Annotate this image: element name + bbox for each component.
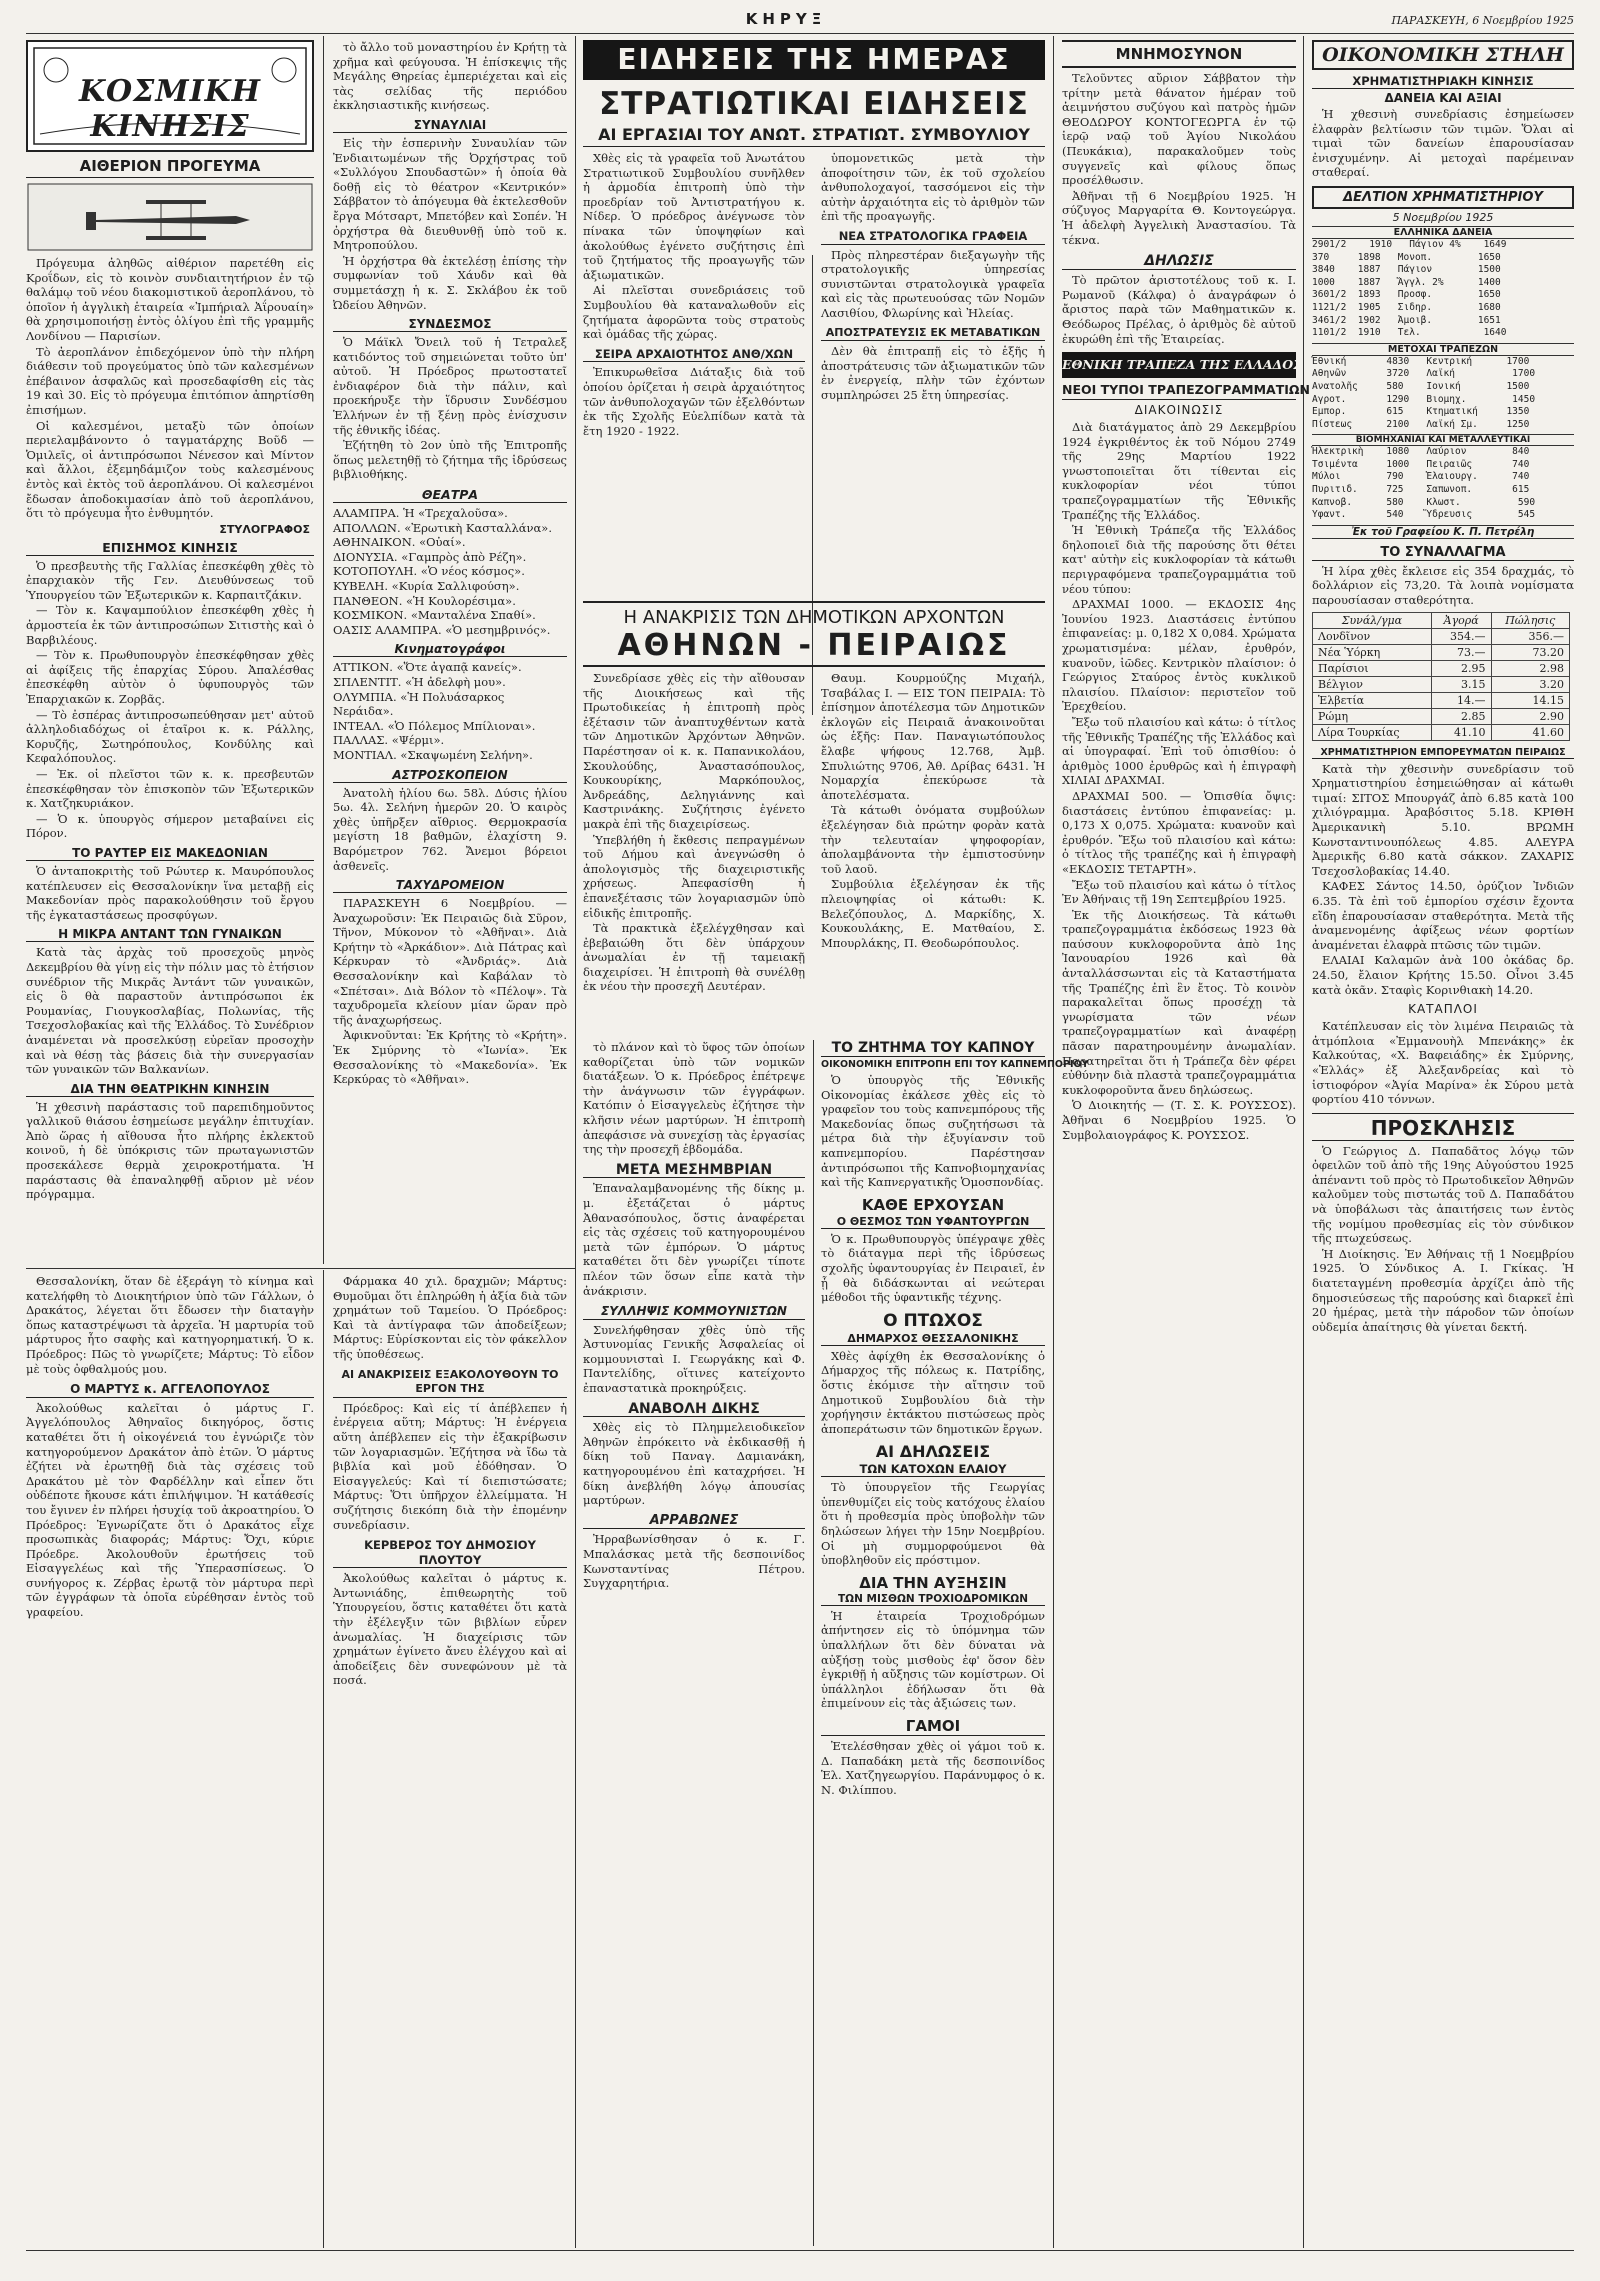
cinema-listings: ΑΤΤΙΚΟΝ. «Ὅτε ἀγαπᾷ κανείς». ΣΠΛΕΝΤΙΤ. «Ἡ ἀδελφὴ μου». ΟΛΥΜΠΙΑ. «Ἡ Πολυάσαρκος Νεράιδα». ΙΝΤΕΑΛ. «Ὁ Πόλεμος Μπίλιοναι». ΠΑΛΛΑΣ. «Ψέρμι». ΜΟΝΤΙΑΛ. «Σκαψωμένη Σελήνη». — [333, 660, 536, 762]
subhead-dimarchos: ΔΗΜΑΡΧΟΣ ΘΕΣΣΑΛΟΝΙΚΗΣ — [821, 1332, 1045, 1346]
paragraph: ὑπομονετικῶς μετὰ τὴν ἀποφοίτησιν τῶν, ἐκ τοῦ σχολείου ἀνθυπολοχαγοί, τασσόμενοι εἰς τὴν αὐτὴν ἀρχαιότητα εἰς τὸ ἀριθμὸν τῶν ἐπὶ τῆς προαγωγῆς. — [821, 151, 1045, 224]
fx-cell: 2.98 — [1491, 660, 1569, 676]
paragraph: Ἡ Διοίκησις. Ἐν Ἀθήναις τῇ 1 Νοεμβρίου 1925. Ὁ Σύνδικος Α. Ι. Γκίκας. Ἡ διατεταγμένη προθεσμία ἀρχίζει ἀπὸ τῆς δημοσιεύσεως τῆς παρούσης καὶ διαρκεῖ ἐπὶ 20 ἡμέρας, μετὰ τὴν πάροδον τῶν ὁποίων οὐδεμία ἀπαίτησις θὰ γίνεται δεκτή. — [1312, 1246, 1574, 1334]
paragraph: Συνελήφθησαν χθὲς ὑπὸ τῆς Ἀστυνομίας Γενικῆς Ἀσφαλείας οἱ κομμουνισταὶ Ι. Γεωργάκης καὶ Φ. Παντελίδης, οἵτινες κατείχοντο ἐπαναστατικὰ προκηρύξεις. — [583, 1322, 805, 1396]
fx-cell: 73.— — [1431, 644, 1491, 660]
subhead-ergasiai: ΑΙ ΕΡΓΑΣΙΑΙ ΤΟΥ ΑΝΩΤ. ΣΤΡΑΤΙΩΤ. ΣΥΜΒΟΥΛΙΟΥ — [583, 125, 1045, 147]
col3-left-text — [583, 151, 805, 599]
paragraph: Ὁ πρεσβευτὴς τῆς Γαλλίας ἐπεσκέφθη χθὲς τὸ ἐπαρχιακὸν τῆς Γεν. Διευθύνσεως τοῦ Ὑπουργείου τῶν Ἐξωτερικῶν κ. Καρπαιτζάκιν. — [26, 558, 314, 602]
paragraph: Ὁ ἀνταποκριτὴς τοῦ Ρώυτερ κ. Μαυρόπουλος κατέπλευσεν εἰς Θεσσαλονίκην ἵνα μεταβῇ εἰς Μακεδονίαν πρὸς παρακολούθησιν τοῦ ἔργου τῆς ἐγκαταστάσεως προσφύγων. — [26, 863, 314, 922]
headline-kataploi: ΚΑΤΑΠΛΟΙ — [1408, 1002, 1478, 1017]
headline-kathe: ΚΑΘΕ ΕΡΧΟΥΣΑΝ — [861, 1195, 1005, 1214]
paragraph: — Τὸν κ. Πρωθυπουργὸν ἐπεσκέφθησαν χθὲς αἱ ἀφίξεις τῆς ἐπαρχίας Σύρου. Ἀπαλέσθας ἐπεσκέφθη αὐτὸν ὁ ὑφυπουργὸς τῶν Ἐπαρχιακῶν κ. Ζορβᾶς. — [26, 648, 314, 707]
subhead-elaiou: ΤΩΝ ΚΑΤΟΧΩΝ ΕΛΑΙΟΥ — [821, 1462, 1045, 1477]
headline-syllipsis: ΣΥΛΛΗΨΙΣ ΚΟΜΜΟΥΝΙΣΤΩΝ — [583, 1304, 805, 1320]
paragraph: Ὁ Γεώργιος Δ. Παπαδᾶτος λόγῳ τῶν ὀφειλῶν τοῦ ἀπὸ τῆς 19ης Αὐγούστου 1925 ἀπέναντι τοῦ πρὸς τὸ Πρωτοδικεῖον Ἀθηνῶν καλοῦμεν τοὺς πιστωτάς τοῦ Δ. Παπαδάτου νὰ ὑποβάλωσι τὰς ἀπαιτήσεις των ἐντὸς τῆς νομίμου προθεσμίας εἰς τὸν σύνδικον τῆς πτωχεύσεως. — [1312, 1143, 1574, 1246]
col1-text-b — [26, 559, 314, 841]
paragraph: Φάρμακα 40 χιλ. δραχμῶν; Μάρτυς: Θυμοῦμαι ὅτι ἐπληρώθη ἡ ἀξία διὰ τῶν χρημάτων τοῦ Ταμείου. Ὁ Πρόεδρος: Καὶ τὰ ἀντίγραφα τῶν ἀποδείξεων; Μάρτυς: Εὑρίσκονται εἰς τὸν φάκελλον τῆς ὑποθέσεως. — [333, 1274, 567, 1361]
mnimosynon-text — [1062, 71, 1296, 247]
fx-body — [1313, 628, 1570, 740]
daneia-text — [1312, 107, 1574, 180]
headline-episimos: ΕΠΙΣΗΜΟΣ ΚΙΝΗΣΙΣ — [26, 540, 314, 556]
paragraph: Ἔξω τοῦ πλαισίου καὶ κάτω ὁ τίτλος Ἐν Ἀθήναις τῇ 19η Σεπτεμβρίου 1925. — [1062, 877, 1296, 907]
paragraph: Αἱ πλεῖσται συνεδριάσεις τοῦ Συμβουλίου θὰ καταναλωθοῦν εἰς ζητήματα ἀφορῶντα τοὺς στρατοὺς καὶ ὁμάδας τῆς χώρας. — [583, 283, 805, 342]
ethniki-trapeza-banner: ΕΘΝΙΚΗ ΤΡΑΠΕΖΑ ΤΗΣ ΕΛΛΑΔΟΣ — [1062, 352, 1296, 378]
headline-mikra-antant: Η ΜΙΚΡΑ ΑΝΤΑΝΤ ΤΩΝ ΓΥΝΑΙΚΩΝ — [26, 927, 314, 942]
col1-text-c — [26, 864, 314, 922]
fx-cell: Βέλγιον — [1313, 676, 1432, 692]
headline-emporevmaton: ΧΡΗΜΑΤΙΣΤΗΡΙΟΝ ΕΜΠΟΡΕΥΜΑΤΩΝ ΠΕΙΡΑΙΩΣ — [1312, 747, 1574, 759]
fx-cell: 73.20 — [1491, 644, 1569, 660]
headline-diloseis: ΑΙ ΔΗΛΩΣΕΙΣ — [875, 1442, 991, 1462]
table-row — [1313, 708, 1570, 724]
headline-angelopoulos: Ο ΜΑΡΤΥΣ κ. ΑΓΓΕΛΟΠΟΥΛΟΣ — [26, 1382, 314, 1398]
paragraph: Εἰς τὴν ἑσπερινὴν Συναυλίαν τῶν Ἐνδιαιτωμένων τῆς Ὀρχήστρας τοῦ «Συλλόγου Σπουδαστῶν» ἡ ὁποία θὰ δοθῇ εἰς τὸ θέατρον «Κεντρικόν» Σάββατον τὸ ἀπόγευμα θὰ ἐκτελεσθοῦν ἔργα Μότσαρτ, Μπετόβεν καὶ Σοπέν. Ἡ ὀρχήστρα θὰ διευθυνθῇ ὑπὸ τοῦ κ. Μητροπούλου. — [333, 135, 567, 253]
paragraph: — Τὸ ἐσπέρας ἀντιπροσωπεύθησαν μετ' αὐτοῦ ἀλληλοδιαδόχως οἱ ἑταῖροι κ. κ. Ράλλης, Κορυζῆς, Σωτηρόπουλος, Κονδύλης καὶ Κεφαλόπουλος. — [26, 707, 314, 766]
headline-kapnou: ΤΟ ΖΗΤΗΜΑ ΤΟΥ ΚΑΠΝΟΥ — [821, 1040, 1045, 1057]
col3-inner-rule — [813, 1040, 814, 2246]
col3-lower-right — [821, 1040, 1089, 2246]
paragraph: Ἡ ὀρχήστρα θὰ ἐκτελέσῃ ἐπίσης τὴν συμφωνίαν τοῦ Χάυδν καὶ θὰ συμμετάσχῃ ἡ κ. Σ. Σκλάβου ἐκ τοῦ Ὠδείου Ἀθηνῶν. — [333, 253, 567, 312]
emporevmaton-text — [1312, 762, 1574, 998]
table-row — [1313, 628, 1570, 644]
headline-afxisin: ΔΙΑ ΤΗΝ ΑΥΞΗΣΙΝ — [859, 1573, 1007, 1592]
table-metochai-rows: Ἐθνική 4830 Κεντρική 1700 Αθηνῶν 3720 Λαϊκή 1700 Ανατολῆς 580 Ιονική 1500 Αγροτ. 1290 Βιομηχ. 1450 Εμπορ. 615 Κτηματική 1350 Πίστεως 2100 Λαϊκή Σμ. 1250 — [1312, 355, 1536, 430]
anakrisis-left — [583, 671, 805, 1099]
paragraph: ΚΑΦΕΣ Σάντος 14.50, ὀρύζιον Ἰνδιῶν 6.35. Τὰ ἐπὶ τοῦ ἐμπορίου σχέσιν ἔχοντα εἴδη ἐπαρουσίασαν σταθερότητα. Μετὰ τῆς ἀναμενομένης ἀφίξεως νέων φορτίων ἀναμένεται ἐλαφρὰ πτῶσις τῶν τιμῶν. — [1312, 879, 1574, 952]
paragraph: — Ἐκ. οἱ πλεῖστοι τῶν κ. κ. πρεσβευτῶν ἐπεσκέφθησαν τὸν ἐπισκοπὸν τῶν Ἐξωτερικῶν κ. Χατζηκυριάκον. — [26, 767, 314, 811]
table-ellinika-rows: 2901/2 1910 Πάγιον 4% 1649 370 1898 Μονοπ. 1650 3840 1887 Πάγιον 1500 1000 1887 Ἄγγλ. 2% 1400 3601/2 1893 Προσφ. 1650 1121/2 1905 Σιδηρ. 1680 3461/2 1902 Ἀμοιβ. 1651 1101/2 1910 Τελ. 1640 — [1312, 238, 1507, 339]
gamoi-text — [821, 1739, 1045, 1797]
col1-text-d — [26, 945, 314, 1076]
fx-cell: 41.10 — [1431, 724, 1491, 740]
headline-cinemas: Κινηματογράφοι — [333, 642, 567, 657]
headline-synallagma: ΤΟ ΣΥΝΑΛΛΑΓΜΑ — [1312, 545, 1574, 561]
fx-cell: 2.90 — [1491, 708, 1569, 724]
anakrisis-right — [821, 671, 1089, 1099]
paragraph: Ἐτελέσθησαν χθὲς οἱ γάμοι τοῦ κ. Δ. Παπαδάκη μετὰ τῆς δεσποινίδος Ἑλ. Χατζηγεωργίου. Παράνυμφος ὁ κ. Ν. Φιλίππου. — [821, 1739, 1045, 1797]
paragraph: Ἡ χθεσινὴ παράστασις τοῦ παρεπιδημοῦντος γαλλικοῦ θιάσου ἐσημείωσε μεγάλην ἐπιτυχίαν. Ἀπὸ ὥρας ἡ αἴθουσα ἦτο πλήρης ἐκλεκτοῦ κοινοῦ, ἡ δὲ ὑπόκρισις τῶν πρωταγωνιστῶν προσεκάλεσε θερμὰ χειροκροτήματα. Ἡ παράστασις θὰ ἐπαναληφθῇ αὔριον μὲ νέον πρόγραμμα. — [26, 1099, 314, 1202]
paragraph: Διὰ διατάγματος ἀπὸ 29 Δεκεμβρίου 1924 ἐγκριθέντος ἐκ τοῦ Νόμου 2749 τῆς 29ης Μαρτίου 1922 γνωστοποιεῖται ὅτι τίθενται εἰς κυκλοφορίαν νέοι τύποι τραπεζογραμματίων τῆς Ἐθνικῆς Τραπέζης τῆς Ἑλλάδος. — [1062, 420, 1296, 522]
col2-text-a — [333, 40, 567, 113]
col2-text-b — [333, 136, 567, 312]
headline-syndesmos: ΣΥΝΔΕΣΜΟΣ — [333, 317, 567, 332]
subhead-daneia: ΔΑΝΕΙΑ ΚΑΙ ΑΞΙΑΙ — [1384, 91, 1502, 105]
headline-meta-mesimvrian: ΜΕΤΑ ΜΕΣΗΜΒΡΙΑΝ — [583, 1163, 805, 1179]
paragraph: Θεσσαλονίκη, ὅταν δὲ ἐξεράγη τὸ κίνημα καὶ κατελήφθη τὸ Διοικητήριον ὑπὸ τῶν Γάλλων, ὁ Δρακάτος, λέγεται ὅτι ἔδωσεν τὴν διαταγὴν ὅπως καταστρέψωσι τὰ ἀρχεῖα. Ἡ μαρτυρία τοῦ μάρτυρος ἦτο σαφὴς καὶ κατηγορηματική. Ὁ κ. Πρόεδρος: Πῶς τὸ γνωρίζετε; Μάρτυς: Τὸ εἶδον μὲ τοὺς ὀφθαλμούς μου. — [26, 1274, 314, 1376]
paragraph: Ὁ Μάϊκλ Ὄνειλ τοῦ ἡ Τετραλεξ κατιδόντος τοῦ σημειώνεται τοῦτο ὑπ' αὐτοῦ. Ἡ Πρόεδρος πρωτοστατεῖ ἐνδιαφέρον διὰ τὴν πάλιν, καὶ προεκήρυξε τὴν ἵδρυσιν Συνδέσμου Ἑλλήνων ἐν τῇ ξένῃ πρὸς ἐνίσχυσιν τῆς ἐθνικῆς ἰδέας. — [333, 335, 567, 437]
yfantourgon-text — [821, 1232, 1045, 1305]
subhead-yfantourgon: Ο ΘΕΣΜΟΣ ΤΩΝ ΥΦΑΝΤΟΥΡΓΩΝ — [821, 1215, 1045, 1229]
paragraph: — Τὸν κ. Καψαμπούλιον ἐπεσκέφθη χθὲς ἡ ἀρμοστεία ἐκ τῶν ἀντιπροσώπων Σιτιστὴς καὶ ὁ Βαρβιλέους. — [26, 603, 314, 647]
headline-reuter: ΤΟ ΡΑΥΤΕΡ ΕΙΣ ΜΑΚΕΔΟΝΙΑΝ — [26, 846, 314, 861]
paragraph: Τὰ κάτωθι ὀνόματα συμβούλων ἐξελέγησαν διὰ πρώτην φορὰν κατὰ τὴν τελευταίαν ψηφοφορίαν, ἀπολαμβάνοντα τὴν ἐμπιστοσύνην τοῦ λαοῦ. — [821, 803, 1045, 876]
kapnou-text — [821, 1073, 1045, 1190]
page-bottom-rule — [26, 2250, 1574, 2251]
headline-astroskopeion: ΑΣΤΡΟΣΚΟΠΕΙΟΝ — [333, 768, 567, 783]
paragraph: Ἀφικνοῦνται: Ἐκ Κρήτης τὸ «Κρήτη». Ἐκ Σμύρνης τὸ «Ἰωνία». Ἐκ Θεσσαλονίκης τὸ «Μακεδονία». Ἐκ Κερκύρας τὸ «Ἀθῆναι». — [333, 1028, 567, 1087]
table-viomichaniai-head: ΒΙΟΜΗΧΑΝΙΑΙ ΚΑΙ ΜΕΤΑΛΛΕΥΤΙΚΑΙ — [1312, 434, 1574, 446]
subhead-neoi-typoi: ΝΕΟΙ ΤΥΠΟΙ ΤΡΑΠΕΖΟΓΡΑΜΜΑΤΙΩΝ — [1062, 382, 1296, 400]
paragraph: Τελοῦντες αὔριον Σάββατον τὴν τρίτην μετὰ θάνατον ἡμέραν τοῦ ἀειμνήστου συζύγου καὶ πατρὸς ἡμῶν ΘΕΟΔΩΡΟΥ ΚΟΝΤΟΓΕΩΡΓΑ ἐν τῷ ἱερῷ ναῷ τοῦ Ἁγίου Νικολάου (Πευκάκια), παρακαλοῦμεν τοὺς συγγενεῖς καὶ φίλους ὅπως προσέλθωσιν. — [1062, 71, 1296, 188]
col3-lower-left — [583, 1040, 805, 2246]
paragraph: Οἱ καλεσμένοι, μεταξὺ τῶν ὁποίων περιελαμβάνοντο ὁ ταγματάρχης Βοῦδ — Ὁμιλεῖς, οἱ ἀντιπρόσωποι Νένεσον καὶ Μίντον καὶ ἄλλοι, ἐξεμηδάμιζον τοὺς καλεσμένους ἐντὸς καὶ ἐκτὸς τοῦ ἀεροπλάνου. Οἱ καλεσμένοι ἔδωσαν ἀποδοκιμασίαν ἀπὸ τοῦ ἀεροπλάνου, ὅτι τὸ πρόγευμα ἦτο ἐνθυμητόν. — [26, 418, 314, 521]
dilosis-text — [1062, 273, 1296, 346]
headline-synavliai: ΣΥΝΑΥΛΙΑΙ — [333, 118, 567, 133]
fx-header-row — [1313, 612, 1570, 628]
paragraph: Πρόγευμα ἀληθῶς αἰθέριον παρετέθη εἰς Κροΐδων, εἰς τὸ κοινὸν συνδιαιτητήριον ἐν τῷ θαλάμῳ τοῦ νέου διακομιστικοῦ ἀεροπλάνου, τὸ ὁποῖον ἡ ἀγγλικὴ ἑταιρεία «Ἰμπήριαλ Ἀΐρουαίη» θὰ χρησιμοποιήσῃ ἐντὸς ὀλίγου ἐπὶ τῆς γραμμῆς Λονδίνου — Παρισίων. — [26, 256, 314, 343]
fx-cell: 2.95 — [1431, 660, 1491, 676]
fx-cell: 356.— — [1491, 628, 1569, 644]
trochiodromon-text — [821, 1609, 1045, 1711]
headline-prosklisis: ΠΡΟΣΚΛΗΣΙΣ — [1312, 1113, 1574, 1141]
col-rule-2 — [575, 36, 576, 2248]
anakrisis-title-2: ΑΘΗΝΩΝ - ΠΕΙΡΑΙΩΣ — [617, 628, 1011, 663]
paragraph: Θαυμ. Κουρμούζης Μιχαήλ, Τσαβάλας Ι. — ΕΙΣ ΤΟΝ ΠΕΙΡΑΙΑ: Τὸ ἐπίσημον ἀποτέλεσμα τῶν Δημοτικῶν ἐκλογῶν εἰς Πειραιᾶ ἀνακοινοῦται ὡς ἑξῆς: Παν. Παναγιωτόπουλος ἔλαβε ψήφους 12.768, Ἀμβ. Σπυλιώτης 9706, Ἀθ. Δρίβας 6431. Ἡ Νομαρχία ἐπεκύρωσε τὰ ἀποτελέσματα. — [821, 671, 1045, 802]
fx-header-cell: Συνάλ/γμα — [1313, 612, 1432, 628]
deltion-title: ΔΕΛΤΙΟΝ ΧΡΗΜΑΤΙΣΤΗΡΙΟΥ — [1312, 186, 1574, 209]
paragraph: Ἡ Ἐθνικὴ Τράπεζα τῆς Ἑλλάδος δηλοποιεῖ διὰ τῆς παρούσης ὅτι θέτει κατ' αὐτὴν εἰς κυκλοφορίαν τὰ κάτωθι περιγραφόμενα τραπεζογραμμάτια τοῦ νέου τύπου: — [1062, 523, 1296, 596]
fx-cell: Λίρα Τουρκίας — [1313, 724, 1432, 740]
fx-cell: 3.20 — [1491, 676, 1569, 692]
paragraph: Ἐκ τῆς Διοικήσεως. Τὰ κάτωθι τραπεζογραμμάτια ἐκδόσεως 1923 θὰ παύσουν κυκλοφοροῦντα ἀπὸ 1ης Ἰανουαρίου 1926 καὶ θὰ ἀνταλλάσσωνται εἰς τὰ Καταστήματα τῆς Τραπέζης ἐπὶ ἓν ἔτος. Τὸ κοινὸν παρακαλεῖται ὅπως προσέχῃ τὰ γνωρίσματα τῶν νέων τραπεζογραμματίων καὶ ἀναφέρῃ πᾶσαν παρατηρουμένην ἀνωμαλίαν. Παρατηρεῖται ὅτι ἡ Τράπεζα δὲν φέρει εὐθύνην διὰ πλαστὰ τραπεζογραμμάτια κυκλοφοροῦντα ἄνευ δηλώσεως. — [1062, 907, 1296, 1097]
paragraph: τὸ ἄλλο τοῦ μοναστηρίου ἐν Κρήτῃ τὰ χρῆμα καὶ φεύγουσα. Ἡ ἐπίσκεψις τῆς Μεγάλης Θηρείας ἐμπεριέχεται καὶ εἰς τὰς σελίδας τῆς περιόδου ἐκκλησιαστικῆς κινήσεως. — [333, 40, 567, 113]
col2-text-c — [333, 335, 567, 482]
col5 — [1312, 40, 1574, 2246]
table-row — [1313, 644, 1570, 660]
paragraph: Κατὰ τὴν χθεσινὴν συνεδρίασιν τοῦ Χρηματιστηρίου ἐσημειώθησαν αἱ κάτωθι τιμαί: ΣΙΤΟΣ Μπουργάζ ἀπὸ 6.85 κατὰ 100 χιλιόγραμμα. Ἀραβόσιτος 5.18. ΚΡΙΘΗ Ἀμερικανικὴ 5.10. ΒΡΩΜΗ Κωνσταντινουπόλεως 4.85. ΑΛΕΥΡΑ Ἀμερικῆς 6.80 κατὰ σάκκον. ΖΑΧΑΡΙΣ Τσεχοσλοβακίας 14.40. — [1312, 761, 1574, 878]
paragraph: Ὁ κ. Πρωθυπουργὸς ὑπέγραψε χθὲς τὸ διάταγμα περὶ τῆς ἱδρύσεως σχολῆς ὑφαντουργίας ἐν Πειραιεῖ, ἐν ᾗ θὰ διδάσκωνται αἱ νεώτεραι μέθοδοι τῆς ὑφαντικῆς τέχνης. — [821, 1231, 1045, 1305]
paragraph: Κατέπλευσαν εἰς τὸν λιμένα Πειραιῶς τὰ ἀτμόπλοια «Ἐμμανουὴλ Μπενάκης» ἐκ Καλκούτας, «Χ. Βαφειάδης» ἐκ Σμύρνης, «Ἑλλάς» ἐξ Ἀλεξανδρείας καὶ τὸ ἱστιοφόρον «Ἀγία Μαρίνα» ἐκ Σύρου μετὰ φορτίου 410 τόννων. — [1312, 1019, 1574, 1107]
headline-apostrateusis: ΑΠΟΣΤΡΑΤΕΥΣΙΣ ΕΚ ΜΕΤΑΒΑΤΙΚΩΝ — [821, 326, 1045, 342]
paragraph: Χθὲς εἰς τὰ γραφεῖα τοῦ Ἀνωτάτου Στρατιωτικοῦ Συμβουλίου συνῆλθεν ἡ ἀρμοδία ἐπιτροπὴ ὑπὸ τὴν προεδρίαν τοῦ Ἀντιστρατήγου κ. Νίδερ. Ὁ πρόεδρος ἀνέγνωσε τὸν πίνακα τῶν ὑποψηφίων καὶ ἀκολούθως ἐγένετο συζήτησις ἐπὶ τοῦ ζητήματος τῆς προαγωγῆς τῶν ἀξιωματικῶν. — [583, 151, 805, 282]
table-viomichaniai-rows: Ἠλεκτρικὴ 1080 Λαύριον 840 Τσιμέντα 1000 Πειραιῶς 740 Μύλοι 790 Ἐλαιουργ. 740 Πυριτιδ. 725 Σαπωνοπ. 615 Καπνοβ. 580 Κλωστ. 590 Υφαντ. 540 Ὕδρευσις 545 — [1312, 446, 1536, 521]
paragraph: Χθὲς ἀφίχθη ἐκ Θεσσαλονίκης ὁ Δήμαρχος τῆς πόλεως κ. Πατρίδης, ὅστις ἐκόμισε τὴν αἴτησιν τοῦ Δημοτικοῦ Συμβουλίου διὰ τὴν χορήγησιν ἐκτάκτου πιστώσεως πρὸς ἀποπεράτωσιν τῶν δημοτικῶν ἔργων. — [821, 1348, 1045, 1436]
fx-table — [1312, 612, 1570, 741]
fx-cell: Λονδῖνον — [1313, 628, 1432, 644]
paragraph: Ὑπεβλήθη ἡ ἔκθεσις πεπραγμένων τοῦ Δήμου καὶ ἀνεγνώσθη ὁ ἀπολογισμὸς τῆς διαχειριστικῆς χρήσεως. Ἀπεφασίσθη ἡ ἐπανεξέτασις τῶν λογαριασμῶν ὑπὸ εἰδικῆς ἐπιτροπῆς. — [583, 832, 805, 920]
paragraph: Ἔξω τοῦ πλαισίου καὶ κάτω: ὁ τίτλος τῆς Ἐθνικῆς Τραπέζης τῆς Ἑλλάδος καὶ αἱ ὑπογραφαί. Ἐπὶ τοῦ ὀπισθίου: ὁ ἀριθμὸς 1000 ἐρυθρῶς καὶ ἡ ἐπιγραφὴ ΧΙΛΙΑΙ ΔΡΑΧΜΑΙ. — [1062, 714, 1296, 788]
lower-col1 — [26, 1274, 314, 2244]
paragraph: ΕΛΑΙΑΙ Καλαμῶν ἀνὰ 100 ὀκάδας δρ. 24.50, ἔλαιον Κρήτης 15.50. Οἶνοι 3.45 κατὰ ὀκᾶν. Σταφὶς Κορινθιακὴ 14.20. — [1312, 953, 1574, 997]
masthead-rule — [26, 33, 1574, 34]
col-rule-lower-1 — [323, 1270, 324, 2248]
subhead-trochiodromon: ΤΩΝ ΜΙΣΘΩΝ ΤΡΟΧΙΟΔΡΟΜΙΚΩΝ — [821, 1593, 1045, 1606]
table-row — [1313, 692, 1570, 708]
anakrisis-box — [583, 601, 1045, 667]
headline-stratiotikai: ΣΤΡΑΤΙΩΤΙΚΑΙ ΕΙΔΗΣΕΙΣ — [599, 86, 1029, 122]
paragraph: Τὸ ἀεροπλάνον ἐπιδεχόμενον ὑπὸ τὴν πλήρη διάθεσιν τοῦ προγεύματος ὑπὸ τῶν καλεσμένων ἐπέβαινον ἀσφαλῶς καὶ προσεδαφίσθη εἰς τὰς 19 καὶ 30. Εἰς τὸ πρόγευμα ἐπιτόπιον ἀπηρτίσθη ἐπισήμων. — [26, 344, 314, 417]
headline-tachydromeion: ΤΑΧΥΔΡΟΜΕΙΟΝ — [333, 878, 567, 893]
col1-text-a — [26, 256, 314, 521]
col3-right-text — [821, 151, 1045, 599]
col2-text-d — [333, 786, 567, 874]
paragraph: Ἡ λίρα χθὲς ἔκλεισε εἰς 354 δραχμάς, τὸ δολλάριον εἰς 73,20. Τὰ λοιπὰ νομίσματα παρουσίασαν σταθερότητα. — [1312, 563, 1574, 608]
masthead-date: ΠΑΡΑΣΚΕΥΗ, 6 Νοεμβρίου 1925 — [1391, 14, 1574, 27]
col3 — [583, 40, 1089, 2246]
fx-header-cell: Ἀγορά — [1431, 612, 1491, 628]
paragraph: Τὰ πρακτικὰ ἐξελέγχθησαν καὶ ἐβεβαιώθη ὅτι δὲν ὑπάρχουν ἀνωμαλίαι ἐν τῇ ταμειακῇ διαχειρίσει. Ἡ ἐπιτροπὴ θὰ συνέλθῃ ἐκ νέου τὴν προσεχῆ Δευτέραν. — [583, 921, 805, 994]
paragraph: — Ὁ κ. ὑπουργὸς σήμερον μεταβαίνει εἰς Πόρον. — [26, 811, 314, 841]
dimarchos-text — [821, 1349, 1045, 1437]
paragraph: ΔΡΑΧΜΑΙ 1000. — ΕΚΔΟΣΙΣ 4ης Ἰουνίου 1923. Διαστάσεις ἐντύπου ἐπιφανείας: μ. 0,182 Χ 0,084. Χρώματα χρωματισμένα: μέλαν, ἐρυθρόν, κυανοῦν, ἰῶδες. Κεντρικὸν πλαίσιον: ὁ Γεώργιος Σταύρος ἐντὸς κυκλικοῦ πλαισίου. Πλαίσιον: περιστεῖον τοῦ Ἐρεχθείου. — [1062, 597, 1296, 714]
headline-seira: ΣΕΙΡΑ ΑΡΧΑΙΟΤΗΤΟΣ ΑΝΘ/ΧΩΝ — [583, 347, 805, 363]
headline-gamoi: ΓΑΜΟΙ — [821, 1717, 1045, 1736]
masthead-title: ΚΗΡΥΞ — [745, 10, 827, 28]
prosklisis-text — [1312, 1144, 1574, 1335]
table-row — [1313, 676, 1570, 692]
anakrisis-title: Η ΑΝΑΚΡΙΣΙΣ ΤΩΝ ΔΗΜΟΤΙΚΩΝ ΑΡΧΟΝΤΩΝ — [623, 607, 1005, 628]
paragraph: Τὸ πρῶτον ἀριστοτέλους τοῦ κ. Ι. Ρωμανοῦ (Κάλφα) ὁ ἀναγράφων ὁ ἄριστος παρὰ τῶν Μαθηματικῶν κ. Θεόδωρος Πρέλας, ὁ ἀριθμὸς δὲ αὐτοῦ ἐκυρώθη ἐπὶ τῆς Ἑταιρείας. — [1062, 273, 1296, 346]
subhead-diakoinosis: ΔΙΑΚΟΙΝΩΣΙΣ — [1134, 403, 1224, 418]
table-row — [1313, 660, 1570, 676]
headline-aitherion: ΑΙΘΕΡΙΟΝ ΠΡΟΓΕΥΜΑ — [26, 157, 314, 178]
paragraph: Συνεδρίασε χθὲς εἰς τὴν αἴθουσαν τῆς Διοικήσεως καὶ τῆς Πρωτοδικείας ἡ ἐπιτροπὴ πρὸς ἐξέτασιν τῶν ἀναπτυχθέντων κατὰ τῶν Δημοτικῶν Ἀρχόντων Ἀθηνῶν. Παρέστησαν οἱ κ. κ. Παπανικολάου, Σκουλούδης, Ἀναστασόπουλος, Κουκουρίκης, Μαρκόπουλος, Ἀνδρεάδης, Δεληγιάννης καὶ Καστρινάκης. Συζήτησις ἐγένετο μακρὰ ἐπὶ τῆς διαχειρίσεως. — [583, 671, 805, 831]
paragraph: Κατὰ τὰς ἀρχὰς τοῦ προσεχοῦς μηνὸς Δεκεμβρίου θὰ γίνῃ εἰς τὴν πόλιν μας τὸ ἐτήσιον συνέδριον τῆς Μικρᾶς Ἀντάντ τῶν γυναικῶν, εἰς ὃ θὰ παραστοῦν ἀντιπρόσωποι ἐκ Ρουμανίας, Γιουγκοσλαβίας, Πολωνίας, τῆς Τσεχοσλοβακίας καὶ τῆς Ἑλλάδος. Τὸ Συνέδριον ἀναμένεται νὰ προσελκύσῃ εὐρεῖαν προσοχὴν καὶ νὰ θέσῃ τὰς βάσεις διὰ τὴν συνεργασίαν τῶν γυναικῶν τῶν Βαλκανίων. — [26, 945, 314, 1077]
paragraph: Ὁ Διοικητής — (Τ. Σ. Κ. ΡΟΥΣΣΟΣ). Ἀθῆναι 6 Νοεμβρίου 1925. Ὁ Συμβολαιογράφος Κ. ΡΟΥΣΣΟΣ. — [1062, 1098, 1296, 1142]
paragraph: Ἀκολούθως καλεῖται ὁ μάρτυς κ. Ἀντωνιάδης, ἐπιθεωρητὴς τοῦ Ὑπουργείου, ὅστις καταθέτει ὅτι κατὰ τὴν ἐξέλεγξιν τῶν βιβλίων εὗρεν ἀνωμαλίας. Ἡ διαχείρισις τῶν χρημάτων ἐγίνετο ἄνευ ἐλέγχου καὶ αἱ ἀποδείξεις δὲν συνεφώνουν μὲ τὰ ποσά. — [333, 1571, 567, 1688]
lower-col2 — [333, 1274, 567, 2244]
col2 — [333, 40, 567, 1264]
headline-ptochos: Ο ΠΤΩΧΟΣ — [883, 1310, 983, 1331]
lower-divider — [26, 1268, 575, 1269]
headline-arravones: ΑΡΡΑΒΩΝΕΣ — [583, 1514, 805, 1530]
grafeio-sign: Ἐκ τοῦ Γραφείου Κ. Π. Πετρέλη — [1312, 525, 1574, 539]
paragraph: Ἐζήτηθη τὸ 2ον ὑπὸ τῆς Ἐπιτροπῆς ὅπως μελετηθῇ τὸ ζήτημα τῆς ἱδρύσεως βιβλιοθήκης. — [333, 438, 567, 482]
deltion-date: 5 Νοεμβρίου 1925 — [1392, 210, 1494, 224]
airplane-illustration — [26, 182, 314, 252]
fx-cell: 3.15 — [1431, 676, 1491, 692]
theatre-listings: ΑΛΑΜΠΡΑ. Ἡ «Τρεχαλοῦσα». ΑΠΟΛΛΩΝ. «Ἐρωτικὴ Κασταλλάνα». ΑΘΗΝΑΙΚΟΝ. «Οὐαί». ΔΙΟΝΥΣΙΑ. «Γαμπρὸς ἀπὸ Ρέζη». ΚΟΤΟΠΟΥΛΗ. «Ὁ νέος κόσμος». ΚΥΒΕΛΗ. «Κυρία Σαλλιφούση». ΠΑΝΘΕΟΝ. «Ἡ Κουλορέσιμα». ΚΟΣΜΙΚΟΝ. «Μανταλένα Σπαθί». ΟΑΣΙΣ ΑΛΑΜΠΡΑ. «Ὁ μεσημβρινός». — [333, 506, 552, 637]
paragraph: Ἀνατολὴ ἡλίου 6ω. 58λ. Δύσις ἡλίου 5ω. 4λ. Σελήνη ἡμερῶν 20. Ὁ καιρὸς χθὲς ὑπῆρξεν αἴθριος. Θερμοκρασία μεγίστη 18 βαθμῶν, ἐλαχίστη 9. Βαρόμετρον 762. Ἄνεμοι βόρειοι ἀσθενεῖς. — [333, 785, 567, 873]
table-ellinika-head: ΕΛΛΗΝΙΚΑ ΔΑΝΕΙΑ — [1312, 226, 1574, 239]
subhead-kapnou: ΟΙΚΟΝΟΜΙΚΗ ΕΠΙΤΡΟΠΗ ΕΠΙ ΤΟΥ ΚΑΠΝΕΜΠΟΡΙΟΥ — [821, 1059, 1089, 1070]
col1-text-e — [26, 1100, 314, 1202]
col-rule-1 — [323, 36, 324, 1264]
paragraph: Ἡ χθεσινὴ συνεδρίασις ἐσημείωσεν ἐλαφρὰν βελτίωσιν τῶν τιμῶν. Ὅλαι αἱ τιμαὶ τῶν δανείων ἐπαρουσίασαν ἐνισχυμένην. Αἱ μετοχαὶ παρέμειναν σταθεραί. — [1312, 107, 1574, 180]
headline-chrimatistiriaki: ΧΡΗΜΑΤΙΣΤΗΡΙΑΚΗ ΚΙΝΗΣΙΣ — [1312, 74, 1574, 89]
headline-anavoli: ΑΝΑΒΟΛΗ ΔΙΚΗΣ — [583, 1402, 805, 1418]
table-metochai-head: ΜΕΤΟΧΑΙ ΤΡΑΠΕΖΩΝ — [1312, 343, 1574, 356]
headline-kerveros: ΚΕΡΒΕΡΟΣ ΤΟΥ ΔΗΜΟΣΙΟΥ ΠΛΟΥΤΟΥ — [333, 1538, 567, 1568]
fx-cell: 14.— — [1431, 692, 1491, 708]
fx-cell: 354.— — [1431, 628, 1491, 644]
trapeza-text — [1062, 420, 1296, 1142]
masthead — [26, 10, 1574, 32]
paragraph: Ἠρραβωνίσθησαν ὁ κ. Γ. Μπαλάσκας μετὰ τῆς δεσποινίδος Κωνσταντίνας Πέτρου. Συγχαρητήρια. — [583, 1532, 805, 1591]
kosmiki-banner-title: ΚΟΣΜΙΚΗ ΚΙΝΗΣΙΣ — [78, 74, 262, 144]
byline: ΣΤΥΛΟΓΡΑΦΟΣ — [219, 522, 310, 536]
paragraph: Χθὲς εἰς τὸ Πλημμελειοδικεῖον Ἀθηνῶν ἐπρόκειτο νὰ ἐκδικασθῇ ἡ δίκη τοῦ Παναγ. Δαμιανάκη, κατηγορουμένου ἐπὶ καταχρήσει. Ἡ δίκη ἀνεβλήθη λόγῳ ἀπουσίας μαρτύρων. — [583, 1420, 805, 1508]
table-row — [1313, 724, 1570, 740]
paragraph: τὸ πλάνον καὶ τὸ ὕφος τῶν ὁποίων καθορίζεται ὑπὸ τῶν νομικῶν διατάξεων. Ὁ κ. Πρόεδρος ἐπέτρεψε τὴν ἀνάγνωσιν τῶν ἐγγράφων. Κατόπιν ὁ Εἰσαγγελεὺς ἐζήτησε τὴν κλῆσιν νέων μαρτύρων. Ἡ ἐπιτροπὴ ἀπεφάσισε νὰ συνεχίσῃ τὰς ἐργασίας της τὴν προσεχῆ ἑβδομάδα. — [583, 1040, 805, 1157]
col-rule-3 — [1053, 36, 1054, 2248]
oikonomiki-banner: ΟΙΚΟΝΟΜΙΚΗ ΣΤΗΛΗ — [1312, 40, 1574, 70]
fx-header-cell: Πώλησις — [1491, 612, 1569, 628]
col4 — [1062, 40, 1310, 2246]
airplane-icon — [26, 182, 314, 252]
fx-cell: 2.85 — [1431, 708, 1491, 724]
paragraph: Ἀθῆναι τῇ 6 Νοεμβρίου 1925. Ἡ σύζυγος Μαργαρίτα Θ. Κοντογεώργα. Ἡ ἀδελφὴ Ἀγγελικὴ Ἀναστασίου. Τὰ τέκνα. — [1062, 188, 1296, 247]
col1 — [26, 40, 314, 1264]
synallagma-text — [1312, 564, 1574, 608]
paragraph: Ἐπαναλαμβανομένης τῆς δίκης μ. μ. ἐξετάζεται ὁ μάρτυς Ἀθανασόπουλος, ὅστις ἀναφέρεται εἰς τὰς σχέσεις τοῦ κατηγορουμένου μετὰ τῶν ἐμπόρων. Ὁ μάρτυς καταθέτει ὅτι δὲν γνωρίζει τίποτε πλέον τῶν ὅσων εἶπε κατὰ τὴν ἀνάκρισιν. — [583, 1181, 805, 1298]
paragraph: ΔΡΑΧΜΑΙ 500. — Ὁπισθία ὄψις: διαστάσεις ἐντύπου ἐπιφανείας: μ. 0,173 Χ 0,075. Χρώματα: κυανοῦν καὶ ἐρυθρόν. Ἔξω τοῦ πλαισίου καὶ κάτω: ὁ τίτλος τῆς τραπέζης καὶ ἡ ἐπιγραφὴ «ΕΚΔΟΣΙΣ ΤΕΤΑΡΤΗ». — [1062, 788, 1296, 876]
fx-cell: 41.60 — [1491, 724, 1569, 740]
section-banner-eidiseis: ΕΙΔΗΣΕΙΣ ΤΗΣ ΗΜΕΡΑΣ — [583, 40, 1045, 80]
headline-anakriseis-exakolouthoun: ΑΙ ΑΝΑΚΡΙΣΕΙΣ ΕΞΑΚΟΛΟΥΘΟΥΝ ΤΟ ΕΡΓΟΝ ΤΗΣ — [333, 1368, 567, 1398]
paragraph: Πρὸς πληρεστέραν διεξαγωγὴν τῆς στρατολογικῆς ὑπηρεσίας συνιστῶνται στρατολογικὰ γραφεῖα καὶ εἰς τὰς πρωτευούσας τῶν Νομῶν Λασιθίου, Φλωρίνης καὶ Ἠλείας. — [821, 247, 1045, 320]
col-rule-4 — [1303, 36, 1304, 2248]
fx-cell: Παρίσιοι — [1313, 660, 1432, 676]
headline-mnimosynon: ΜΝΗΜΟΣΥΝΟΝ — [1062, 40, 1296, 68]
elaiou-text — [821, 1480, 1045, 1568]
headline-stratologika: ΝΕΑ ΣΤΡΑΤΟΛΟΓΙΚΑ ΓΡΑΦΕΙΑ — [821, 229, 1045, 245]
paragraph: Ἡ ἑταιρεία Τροχιοδρόμων ἀπήντησεν εἰς τὸ ὑπόμνημα τῶν ὑπαλλήλων ὅτι δὲν δύναται νὰ αὐξήσῃ τοὺς μισθοὺς ἐφ' ὅσον δὲν ἐγκριθῇ ἡ αὔξησις τῶν κομίστρων. Οἱ ὑπάλληλοι ἐδήλωσαν ὅτι θὰ ἐπιμείνουν εἰς τὰς ἀξιώσεις των. — [821, 1608, 1045, 1711]
headline-theatra: ΘΕΑΤΡΑ — [333, 487, 567, 503]
paragraph: Δὲν θὰ ἐπιτραπῇ εἰς τὸ ἑξῆς ἡ ἀποστράτευσις τῶν ἀξιωματικῶν τῶν ἐν ἐνεργείᾳ, πλὴν τῶν ἐχόντων συμπληρώσει 25 ἔτη ὑπηρεσίας. — [821, 344, 1045, 402]
headline-theatriki: ΔΙΑ ΤΗΝ ΘΕΑΤΡΙΚΗΝ ΚΙΝΗΣΙΝ — [26, 1082, 314, 1097]
headline-dilosis: ΔΗΛΩΣΙΣ — [1062, 253, 1296, 270]
paragraph: Ἀκολούθως καλεῖται ὁ μάρτυς Γ. Ἀγγελόπουλος Ἀθηναῖος δικηγόρος, ὅστις καταθέτει ὅτι ἡ οἰκογένειά του ἐγνώριζε τὸν κατηγορούμενον Δρακάτον ἀπὸ ἐτῶν. Ὁ μάρτυς ἐζήτει νὰ ἐρωτηθῇ διὰ τὰς σχέσεις τοῦ Δρακάτου μὲ τὸν Φαρδέλλην καὶ εἶπεν ὅτι οὐδέποτε ἤκουσε κάτι ἐπιλήψιμον. Ἡ κατάθεσίς του ἔγινεν ἐν πλήρει ἡσυχίᾳ τοῦ ἀκροατηρίου. Ὁ Πρόεδρος: Ἐγνωρίζατε ὅτι ὁ Δρακάτος εἶχε προσωπικὰς διαφοράς; Μάρτυς: Ὄχι, κύριε Πρόεδρε. Ἀκολουθοῦν ἐρωτήσεις τοῦ Εἰσαγγελέως καὶ τῆς Ὑπερασπίσεως. Ὁ συνήγορος κ. Ζέρβας ἐρωτᾷ τὸν μάρτυρα περὶ τῶν ἐγγράφων τὰ ὁποῖα εὑρέθησαν ἐντὸς τοῦ γραφείου. — [26, 1400, 314, 1620]
paragraph: Συμβούλια ἐξελέγησαν ἐκ τῆς πλειοψηφίας οἱ κάτωθι: Κ. Βελεζόπουλος, Δ. Μαρκίδης, Χ. Κουκουλάκης, Ε. Ματθαίου, Σ. Μπουρλάκης, Π. Θεοδωρόπουλος. — [821, 877, 1045, 950]
paragraph: Πρόεδρος: Καὶ εἰς τί ἀπέβλεπεν ἡ ἐνέργεια αὕτη; Μάρτυς: Ἡ ἐνέργεια αὕτη ἀπέβλεπεν εἰς τὴν ἐξακρίβωσιν τῶν λογαριασμῶν. Ἐζήτησα νὰ ἴδω τὰ βιβλία καὶ μοῦ ἐδόθησαν. Ὁ Εἰσαγγελεύς: Καὶ τί διεπιστώσατε; Μάρτυς: Ὅτι ὑπῆρχον ἐλλείμματα. Ἡ συζήτησις διεκόπη διὰ τὴν ἐπομένην συνεδρίασιν. — [333, 1400, 567, 1532]
paragraph: Ἐπικυρωθεῖσα Διάταξις διὰ τοῦ ὁποίου ὁρίζεται ἡ σειρὰ ἀρχαιότητος τῶν ἀνθυπολοχαγῶν τῶν ἐξελθόντων ἐκ τῆς Σχολῆς Εὐελπίδων κατὰ τὰ ἔτη 1920 - 1922. — [583, 365, 805, 438]
col2-text-e — [333, 896, 567, 1087]
paragraph: Τὸ ὑπουργεῖον τῆς Γεωργίας ὑπενθυμίζει εἰς τοὺς κατόχους ἐλαίου ὅτι ἡ προθεσμία πρὸς ὑποβολὴν τῶν δηλώσεων λήγει τὴν 15ην Νοεμβρίου. Οἱ μὴ συμμορφούμενοι θὰ ὑποβληθοῦν εἰς πρόστιμον. — [821, 1480, 1045, 1568]
fx-cell: Νέα Ὑόρκη — [1313, 644, 1432, 660]
fx-cell: 14.15 — [1491, 692, 1569, 708]
fx-cell: Ρώμη — [1313, 708, 1432, 724]
paragraph: Ὁ ὑπουργὸς τῆς Ἐθνικῆς Οἰκονομίας ἐκάλεσε χθὲς εἰς τὸ γραφεῖον του τοὺς καπνεμπόρους τῆς Μακεδονίας ὅπως συζητήσωσι τὰ μέτρα διὰ τὴν ἐξυγίανσιν τοῦ καπνεμπορίου. Παρέστησαν ἀντιπρόσωποι τῆς Καπνοβιομηχανίας καὶ τῆς Καπνεργατικῆς Ὁμοσπονδίας. — [821, 1073, 1045, 1190]
fx-cell: Ἑλβετία — [1313, 692, 1432, 708]
paragraph: ΠΑΡΑΣΚΕΥΗ 6 Νοεμβρίου. — Ἀναχωροῦσιν: Ἐκ Πειραιῶς διὰ Σῦρον, Τῆνον, Μύκονον τὸ «Ἀθῆναι». Διὰ Κρήτην τὸ «Ἀρκάδιον». Διὰ Πάτρας καὶ Κέρκυραν τὸ «Ἀνδριάς». Διὰ Θεσσαλονίκην καὶ Καβάλαν τὸ «Σπέτσαι». Διὰ Βόλον τὸ «Πέλοψ». Τὰ ταχυδρομεῖα κλείουν μίαν ὥραν πρὸ τῆς ἀναχωρήσεως. — [333, 896, 567, 1027]
kosmiki-banner-frame — [26, 40, 314, 152]
kataploi-text — [1312, 1019, 1574, 1107]
